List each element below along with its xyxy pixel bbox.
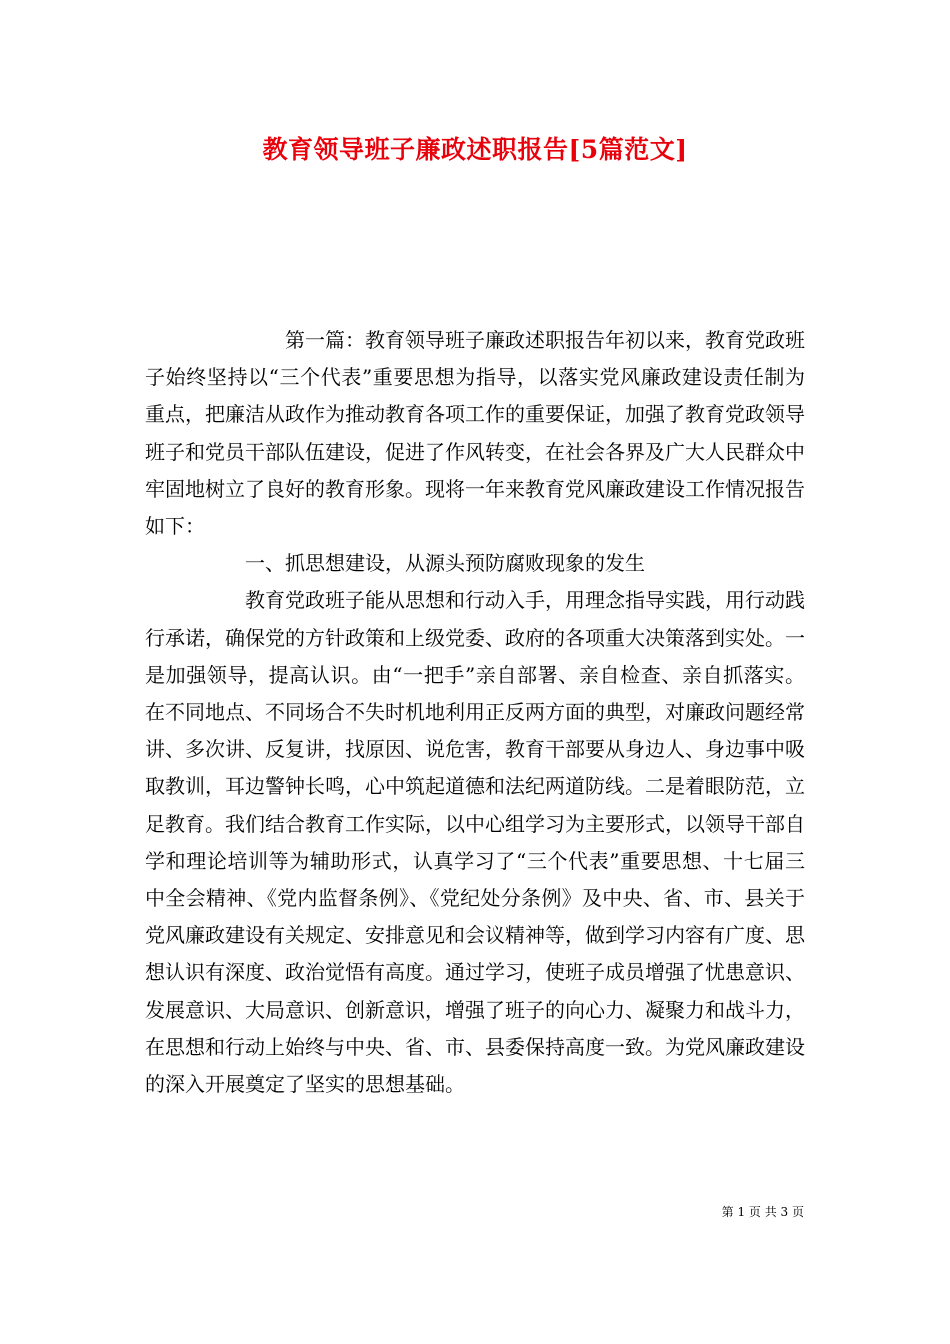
page-footer: 第 1 页 共 3 页	[721, 1205, 804, 1219]
paragraph-section-1: 教育党政班子能从思想和行动入手，用理念指导实践，用行动践行承诺，确保党的方针政策和上级党委、政府的各项重大决策落到实处。一是加强领导，提高认识。由“一把手”亲自部署、亲自检查、亲自抓落实。在不同地点、不同场合不失时机地利用正反两方面的典型，对廉政问题经常讲、多次讲、反复讲，找原因、说危害，教育干部要从身边人、身边事中吸取教训，耳边警钟长鸣，心中筑起道德和法纪两道防线。二是着眼防范，立足教育。我们结合教育工作实际，以中心组学习为主要形式，以领导干部自学和理论培训等为辅助形式，认真学习了“三个代表”重要思想、十七届三中全会精神、《党内监督条例》、《党纪处分条例》及中央、省、市、县关于党风廉政建设有关规定、安排意见和会议精神等，做到学习内容有广度、思想认识有深度、政治觉悟有高度。通过学习，使班子成员增强了忧患意识、发展意识、大局意识、创新意识，增强了班子的向心力、凝聚力和战斗力，在思想和行动上始终与中央、省、市、县委保持高度一致。为党风廉政建设的深入开展奠定了坚实的思想基础。	[145, 588, 805, 1097]
document-body	[145, 322, 805, 1103]
section-heading-1: 一、抓思想建设，从源头预防腐败现象的发生	[245, 551, 645, 576]
document-title: 教育领导班子廉政述职报告[5篇范文]	[262, 135, 688, 164]
paragraph-intro: 第一篇：教育领导班子廉政述职报告年初以来，教育党政班子始终坚持以“三个代表”重要思想为指导，以落实党风廉政建设责任制为重点，把廉洁从政作为推动教育各项工作的重要保证，加强了教育党政领导班子和党员干部队伍建设，促进了作风转变，在社会各界及广大人民群众中牢固地树立了良好的教育形象。现将一年来教育党风廉政建设工作情况报告如下：	[145, 328, 805, 539]
